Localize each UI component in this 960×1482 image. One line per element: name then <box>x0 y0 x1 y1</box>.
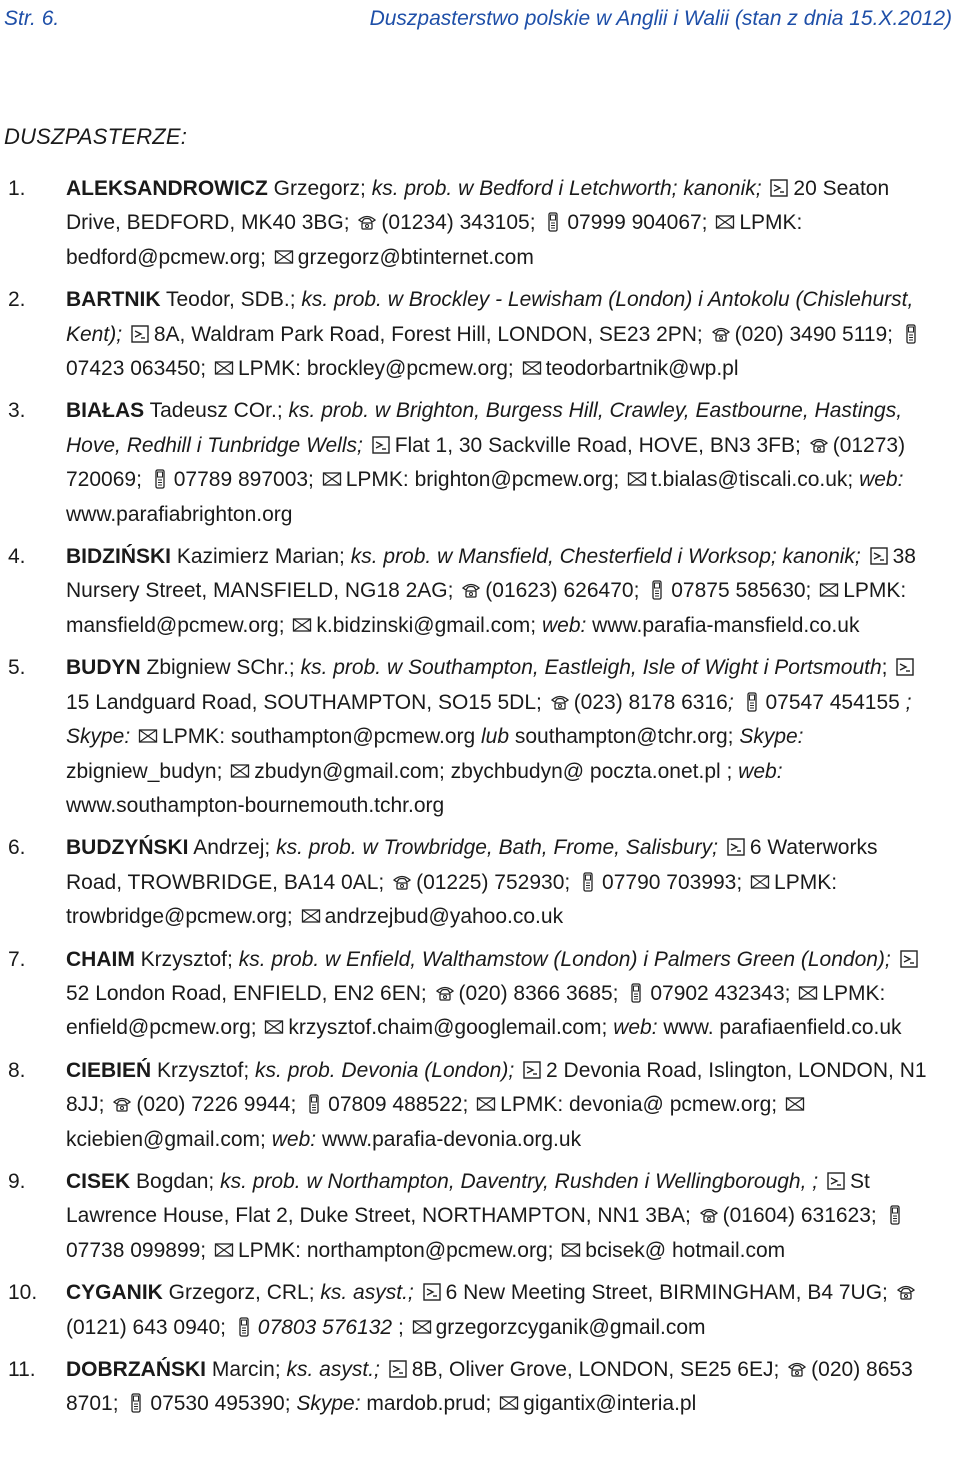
entry-text: southampton@tchr.org; <box>514 725 740 749</box>
entry-text: 8A, Waldram Park Road, Forest Hill, LONDON, SE23 2PN; <box>153 322 709 346</box>
phone-icon <box>392 872 412 892</box>
entry-text: Zbigniew SChr.; <box>140 656 301 680</box>
envelope-icon <box>627 469 647 489</box>
mobile-icon <box>901 324 921 344</box>
envelope-icon <box>499 1393 519 1413</box>
mobile-icon <box>126 1393 146 1413</box>
entry-text: 07875 585630; <box>671 579 818 603</box>
entry-text: kciebien@gmail.com; <box>66 1127 272 1151</box>
address-icon <box>899 949 919 969</box>
entry-text: LPMK: brighton@pcmew.org; <box>345 468 626 492</box>
priest-surname: DOBRZAŃSKI <box>66 1358 206 1381</box>
entry-italic-text: Skype: <box>296 1392 367 1416</box>
entry-text: grzegorzcyganik@gmail.com <box>435 1315 706 1339</box>
priest-entry <box>0 1165 960 1268</box>
priest-surname: BUDZYŃSKI <box>66 836 189 860</box>
entry-text: St Lawrence House, Flat 2, Duke Street, NORTHAMPTON, NN1 3BA; <box>66 1169 870 1228</box>
address-icon <box>826 1171 846 1191</box>
entry-number: 9. <box>8 1169 26 1193</box>
entry-text: LPMK: enfield@pcmew.org; <box>66 981 886 1040</box>
entry-text: 07789 897003; <box>173 468 320 492</box>
entry-text: ; <box>881 656 894 680</box>
entry-text: Andrzej; <box>188 836 277 860</box>
priest-entry <box>0 651 960 823</box>
entry-text: (01225) 752930; <box>416 870 577 894</box>
mobile-icon <box>234 1317 254 1337</box>
entry-text: grzegorz@btinternet.com <box>297 245 534 269</box>
entry-text: LPMK: mansfield@pcmew.org; <box>66 579 907 637</box>
entry-text: 20 Seaton Drive, BEDFORD, MK40 3BG; <box>66 177 890 235</box>
priest-surname: CYGANIK <box>66 1281 163 1305</box>
entry-text: Grzegorz; <box>267 177 372 200</box>
entry-italic-text: ks. prob. w Southampton, Eastleigh, Isle of Wight i Portsmouth <box>300 656 882 680</box>
entry-text: 38 Nursery Street, MANSFIELD, NG18 2AG; <box>66 545 916 603</box>
entry-italic-text: ks. prob. w Bedford i Letchworth; kanonik; <box>371 177 768 200</box>
entry-text: LPMK: trowbridge@pcmew.org; <box>66 870 838 929</box>
priest-surname: ALEKSANDROWICZ <box>66 177 268 200</box>
entry-italic-text: 07803 576132 <box>257 1315 393 1339</box>
mobile-icon <box>742 692 762 712</box>
envelope-icon <box>715 212 735 232</box>
entry-text: gigantix@interia.pl <box>523 1392 697 1416</box>
entry-italic-text: ks. asyst.; <box>286 1358 386 1381</box>
priest-entry <box>0 394 960 532</box>
entry-text: (01604) 631623; <box>722 1204 883 1228</box>
address-icon <box>726 837 746 857</box>
envelope-icon <box>264 1017 284 1037</box>
envelope-icon <box>274 247 294 267</box>
priest-surname: BUDYN <box>66 656 141 680</box>
phone-icon <box>809 435 829 455</box>
envelope-icon <box>412 1317 432 1337</box>
address-icon <box>522 1060 542 1080</box>
entry-text: (020) 3490 5119; <box>734 322 899 346</box>
priest-surname: BARTNIK <box>66 288 161 312</box>
page-header <box>4 2 952 36</box>
priest-entry <box>0 1054 960 1157</box>
address-icon <box>130 324 150 344</box>
entry-text: bcisek@ hotmail.com <box>585 1238 786 1262</box>
entry-text: www.southampton-bournemouth.tchr.org <box>66 793 445 817</box>
entry-text: (020) 8653 8701; <box>66 1358 913 1416</box>
mobile-icon <box>626 983 646 1003</box>
priest-entry <box>0 1353 960 1422</box>
entry-italic-text: ks. prob. w Northampton, Daventry, Rushden i Wellingborough, ; <box>220 1169 824 1193</box>
entry-italic-text: web: <box>271 1127 322 1151</box>
mobile-icon <box>150 469 170 489</box>
entry-number: 10. <box>8 1281 38 1305</box>
address-icon <box>895 657 915 677</box>
entry-text: LPMK: bedford@pcmew.org; <box>66 211 803 269</box>
entry-number: 6. <box>8 836 26 860</box>
phone-icon <box>787 1359 807 1379</box>
envelope-icon <box>561 1240 581 1260</box>
entry-text: Tadeusz COr.; <box>144 399 289 423</box>
entry-text: Marcin; <box>206 1358 287 1381</box>
entry-text: Teodor, SDB.; <box>160 288 302 312</box>
entry-italic-text: ks. prob. w Mansfield, Chesterfield i Worksop; kanonik; <box>350 545 867 569</box>
entry-text: andrzejbud@yahoo.co.uk <box>324 905 564 929</box>
phone-icon <box>357 212 377 232</box>
entry-text: ; <box>392 1315 410 1339</box>
entry-text: Bogdan; <box>130 1169 221 1193</box>
entry-italic-text: ; Skype: <box>66 690 912 749</box>
entry-text: 8B, Oliver Grove, LONDON, SE25 6EJ; <box>411 1358 786 1381</box>
entry-text: (020) 8366 3685; <box>458 981 625 1005</box>
entry-italic-text: web: <box>541 613 593 637</box>
entry-number: 3. <box>8 399 26 423</box>
entry-italic-text: ; <box>727 690 740 714</box>
entry-text: 2 Devonia Road, Islington, LONDON, N1 8JJ; <box>66 1058 927 1117</box>
mobile-icon <box>543 212 563 232</box>
entry-italic-text: ks. asyst.; <box>320 1281 420 1305</box>
entry-text: 07738 099899; <box>66 1238 212 1262</box>
entry-italic-text: lub <box>481 725 515 749</box>
address-icon <box>371 435 391 455</box>
priest-list <box>0 172 960 1422</box>
entry-text: www.parafiabrighton.org <box>66 502 293 526</box>
envelope-icon <box>301 906 321 926</box>
priest-entry <box>0 1276 960 1345</box>
priest-surname: BIDZIŃSKI <box>66 545 171 569</box>
entry-text: Flat 1, 30 Sackville Road, HOVE, BN3 3FB; <box>394 433 807 457</box>
entry-italic-text: ks. prob. w Brockley - Lewisham (London) i Antokolu (Chislehurst, Kent); <box>66 288 914 346</box>
entry-text: (01234) 343105; <box>381 211 542 235</box>
entry-italic-text: web: <box>859 468 904 492</box>
mobile-icon <box>578 872 598 892</box>
priest-surname: CISEK <box>66 1169 131 1193</box>
address-icon <box>869 546 889 566</box>
phone-icon <box>112 1094 132 1114</box>
envelope-icon <box>819 580 839 600</box>
priest-surname: BIAŁAS <box>66 399 145 423</box>
entry-text: 15 Landguard Road, SOUTHAMPTON, SO15 5DL; <box>66 690 548 714</box>
entry-text: LPMK: brockley@pcmew.org; <box>237 357 520 381</box>
entry-number: 7. <box>8 947 26 971</box>
envelope-icon <box>322 469 342 489</box>
address-icon <box>769 178 789 198</box>
priest-entry <box>0 172 960 275</box>
entry-text: k.bidzinski@gmail.com; <box>316 613 542 637</box>
entry-text: mardob.prud; <box>366 1392 498 1416</box>
phone-icon <box>435 983 455 1003</box>
entry-number: 8. <box>8 1058 26 1082</box>
entry-text: Kazimierz Marian; <box>171 545 351 569</box>
envelope-icon <box>476 1094 496 1114</box>
entry-italic-text: web: <box>613 1016 664 1040</box>
entry-text: www.parafia-devonia.org.uk <box>321 1127 582 1151</box>
mobile-icon <box>885 1205 905 1225</box>
entry-text: krzysztof.chaim@googlemail.com; <box>288 1016 614 1040</box>
mobile-icon <box>647 580 667 600</box>
page-header-title: Duszpasterstwo polskie w Anglii i Walii (stan z dnia 15.X.2012) <box>369 7 952 30</box>
envelope-icon <box>785 1094 805 1114</box>
entry-text: Krzysztof; <box>134 947 239 971</box>
entry-number: 4. <box>8 545 26 569</box>
envelope-icon <box>522 358 542 378</box>
entry-text: (020) 7226 9944; <box>136 1093 303 1117</box>
entry-number: 11. <box>8 1358 36 1381</box>
envelope-icon <box>230 761 250 781</box>
entry-italic-text: ks. prob. w Enfield, Walthamstow (London) i Palmers Green (London); <box>238 947 897 971</box>
entry-italic-text: ks. prob. Devonia (London); <box>255 1058 521 1082</box>
entry-text: teodorbartnik@wp.pl <box>545 357 739 381</box>
entry-italic-text: ks. prob. w Brighton, Burgess Hill, Crawley, Eastbourne, Hastings, Hove, Redhill i Tunbridge Wells; <box>66 399 903 457</box>
entry-text: Grzegorz, CRL; <box>162 1281 321 1305</box>
entry-text: 07423 063450; <box>66 357 212 381</box>
entry-text: Krzysztof; <box>151 1058 256 1082</box>
entry-text: LPMK: northampton@pcmew.org; <box>237 1238 560 1262</box>
entry-text: www. parafiaenfield.co.uk <box>663 1016 902 1040</box>
entry-italic-text: web: <box>738 759 783 783</box>
entry-text: (01273) 720069; <box>66 433 906 492</box>
entry-text: (0121) 643 0940; <box>66 1315 232 1339</box>
entry-text: LPMK: devonia@ pcmew.org; <box>500 1093 783 1117</box>
entry-text: 52 London Road, ENFIELD, EN2 6EN; <box>66 981 433 1005</box>
envelope-icon <box>798 983 818 1003</box>
entry-text: 6 New Meeting Street, BIRMINGHAM, B4 7UG; <box>445 1281 894 1305</box>
entry-text: 07902 432343; <box>650 981 797 1005</box>
mobile-icon <box>304 1094 324 1114</box>
phone-icon <box>896 1282 916 1302</box>
address-icon <box>388 1359 408 1379</box>
entry-text: (023) 8178 6316 <box>573 690 728 714</box>
envelope-icon <box>138 726 158 746</box>
priest-entry <box>0 283 960 386</box>
entry-number: 1. <box>8 177 26 200</box>
address-icon <box>422 1282 442 1302</box>
phone-icon <box>550 692 570 712</box>
entry-text: (01623) 626470; <box>485 579 646 603</box>
entry-number: 2. <box>8 288 26 312</box>
entry-italic-text: ks. prob. w Trowbridge, Bath, Frome, Salisbury; <box>276 836 724 860</box>
priest-surname: CIEBIEŃ <box>66 1058 152 1082</box>
entry-text: LPMK: southampton@pcmew.org <box>162 725 482 749</box>
entry-text: zbudyn@gmail.com; zbychbudyn@ poczta.onet.pl ; <box>254 759 739 783</box>
priest-surname: CHAIM <box>66 947 135 971</box>
envelope-icon <box>292 615 312 635</box>
phone-icon <box>699 1205 719 1225</box>
entry-text: 07999 904067; <box>567 211 714 235</box>
phone-icon <box>711 324 731 344</box>
phone-icon <box>461 580 481 600</box>
entry-number: 5. <box>8 656 26 680</box>
page-number: Str. 6. <box>4 7 60 30</box>
entry-italic-text: Skype: <box>739 725 804 749</box>
priest-entry <box>0 540 960 643</box>
envelope-icon <box>214 1240 234 1260</box>
priest-entry <box>0 831 960 934</box>
envelope-icon <box>750 872 770 892</box>
entry-text: 07547 454155 <box>765 690 906 714</box>
entry-text: 07790 703993; <box>602 870 749 894</box>
entry-text: zbigniew_budyn; <box>66 759 229 783</box>
envelope-icon <box>214 358 234 378</box>
entry-text: 6 Waterworks Road, TROWBRIDGE, BA14 0AL; <box>66 836 878 894</box>
entry-text: 07530 495390; <box>150 1392 297 1416</box>
entry-text: t.bialas@tiscali.co.uk; <box>651 468 860 492</box>
priest-entry <box>0 943 960 1046</box>
entry-text: 07809 488522; <box>328 1093 475 1117</box>
entry-text: www.parafia-mansfield.co.uk <box>592 613 860 637</box>
section-title: DUSZPASTERZE: <box>4 124 188 149</box>
